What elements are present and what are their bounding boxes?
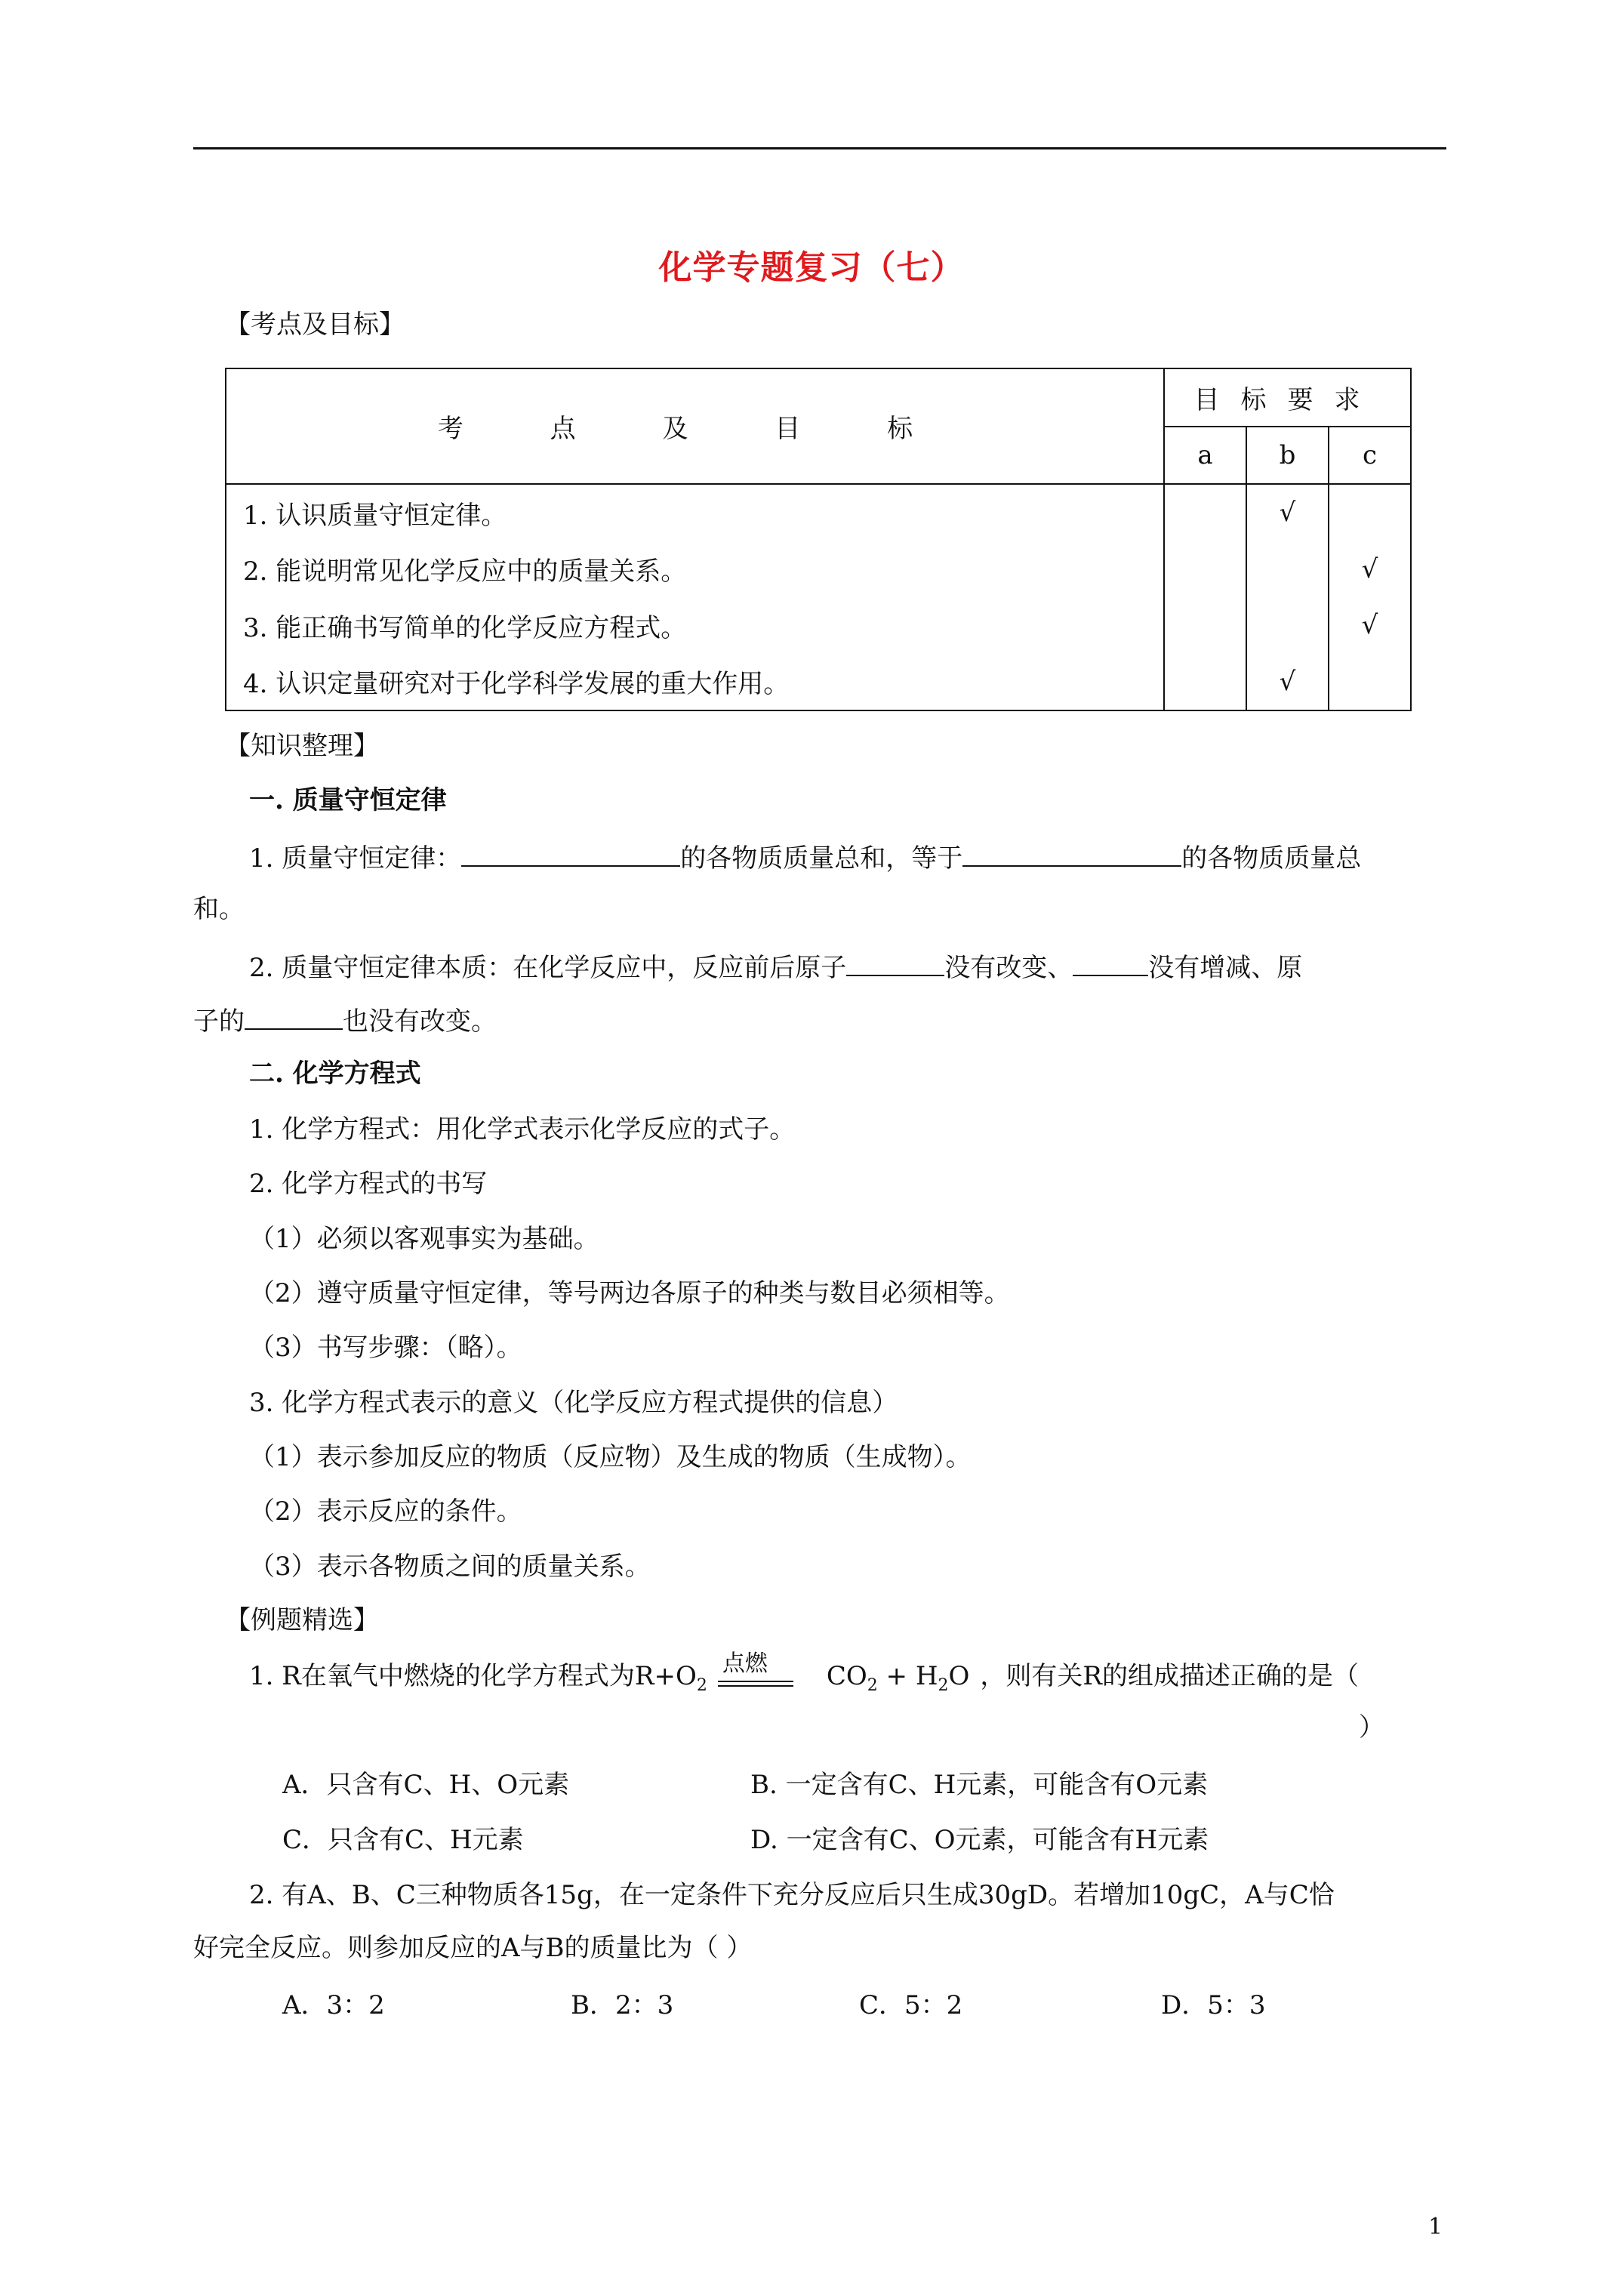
product-text: O	[948, 1661, 970, 1691]
reactant-text: R+O	[634, 1661, 697, 1691]
product-text: CO	[826, 1661, 867, 1691]
item2-text-b: 没有改变、	[944, 953, 1073, 983]
item1-text-b: 的各物质质量总和，等于	[680, 843, 963, 874]
item2-text-e: 也没有改变。	[343, 1006, 497, 1037]
goal-mark-b: √	[1246, 653, 1329, 710]
goal-mark-b: √	[1246, 484, 1329, 541]
q1-stem	[249, 1650, 1359, 1704]
goal-mark-c	[1329, 484, 1411, 541]
part1-item2-line2	[193, 1001, 497, 1040]
level-b-header: b	[1246, 427, 1329, 485]
part2-line: （2）遵守质量守恒定律，等号两边各原子的种类与数目必须相等。	[249, 1278, 1010, 1308]
goal-mark-a	[1164, 653, 1246, 710]
goal-mark-c	[1329, 653, 1411, 710]
q2-stem-line2: 好完全反应。则参加反应的A与B的质量比为（ ）	[193, 1933, 753, 1963]
part2-line: （1）必须以客观事实为基础。	[249, 1224, 599, 1254]
level-a-header: a	[1164, 427, 1246, 485]
part2-line: 2. 化学方程式的书写	[249, 1169, 488, 1199]
goal-text: 1. 认识质量守恒定律。	[226, 484, 1164, 541]
fill-in-blank[interactable]	[962, 838, 1181, 867]
part1-heading: 一. 质量守恒定律	[249, 785, 447, 815]
level-c-header: c	[1329, 427, 1411, 485]
reactant-subscript: 2	[696, 1675, 707, 1695]
goal-mark-a	[1164, 484, 1246, 541]
q1-stem-a: 1. R在氧气中燃烧的化学方程式为	[249, 1661, 635, 1691]
section-goals-heading: 【考点及目标】	[225, 310, 405, 340]
goal-text: 4. 认识定量研究对于化学科学发展的重大作用。	[226, 653, 1164, 710]
goal-mark-a	[1164, 541, 1246, 597]
goal-text: 3. 能正确书写简单的化学反应方程式。	[226, 597, 1164, 653]
goals-row	[226, 653, 1411, 710]
goals-row	[226, 597, 1411, 653]
fill-in-blank[interactable]	[461, 838, 680, 867]
fill-in-blank[interactable]	[245, 1001, 343, 1030]
q2-option-c[interactable]: C．5：2	[859, 1990, 963, 2020]
arrow-line	[718, 1685, 793, 1687]
part1-item2-line1	[249, 948, 1302, 986]
q1-option-b[interactable]: B. 一定含有C、H元素，可能含有O元素	[750, 1770, 1209, 1800]
q2-stem-line1: 2. 有A、B、C三种物质各15g，在一定条件下充分反应后只生成30gD。若增加10gC，A与C恰	[249, 1880, 1335, 1910]
product-text: + H	[877, 1661, 938, 1691]
section-knowledge-heading: 【知识整理】	[225, 731, 379, 761]
goals-row	[226, 484, 1411, 541]
q1-option-a[interactable]: A．只含有C、H、O元素	[282, 1770, 570, 1800]
q1-option-c[interactable]: C．只含有C、H元素	[282, 1825, 524, 1855]
part2-line: （2）表示反应的条件。	[249, 1496, 522, 1527]
product-subscript: 2	[867, 1675, 878, 1695]
header-rule	[193, 147, 1446, 149]
part2-line: 1. 化学方程式：用化学式表示化学反应的式子。	[249, 1114, 796, 1145]
part1-item1-line2: 和。	[193, 894, 245, 924]
item2-text-a: 2. 质量守恒定律本质：在化学反应中，反应前后原子	[249, 953, 847, 983]
reaction-arrow	[718, 1650, 808, 1694]
fill-in-blank[interactable]	[1073, 948, 1148, 976]
goal-mark-b	[1246, 597, 1329, 653]
q1-option-d[interactable]: D. 一定含有C、O元素，可能含有H元素	[750, 1825, 1209, 1855]
item2-text-d: 子的	[193, 1006, 245, 1037]
equation-products	[826, 1661, 970, 1695]
item1-text-a: 1. 质量守恒定律：	[249, 843, 462, 874]
q2-option-d[interactable]: D．5：3	[1161, 1990, 1266, 2020]
page-title: 化学专题复习（七）	[658, 248, 965, 287]
goal-mark-b	[1246, 541, 1329, 597]
reaction-condition: 点燃	[722, 1650, 768, 1677]
part2-line: 3. 化学方程式表示的意义（化学反应方程式提供的信息）	[249, 1388, 898, 1418]
part2-line: （1）表示参加反应的物质（反应物）及生成的物质（生成物）。	[249, 1442, 972, 1472]
q1-answer-close: ）	[1359, 1712, 1384, 1743]
goal-mark-c: √	[1329, 541, 1411, 597]
item1-text-c: 的各物质质量总	[1181, 843, 1362, 874]
goals-table	[225, 368, 1412, 711]
goal-mark-a	[1164, 597, 1246, 653]
goal-text: 2. 能说明常见化学反应中的质量关系。	[226, 541, 1164, 597]
part2-line: （3）表示各物质之间的质量关系。	[249, 1552, 651, 1582]
goals-row	[226, 541, 1411, 597]
part2-heading: 二. 化学方程式	[249, 1059, 421, 1089]
equation-reactants	[634, 1661, 707, 1695]
arrow-line	[718, 1681, 793, 1682]
goal-mark-c: √	[1329, 597, 1411, 653]
item2-text-c: 没有增减、原	[1148, 953, 1303, 983]
product-subscript: 2	[938, 1675, 949, 1695]
part2-line: （3）书写步骤：（略）。	[249, 1333, 522, 1363]
q2-option-b[interactable]: B．2：3	[571, 1990, 674, 2020]
page-number: 1	[1428, 2214, 1443, 2240]
q2-option-a[interactable]: A．3：2	[282, 1990, 385, 2020]
goals-header-main: 考 点 及 目 标	[226, 368, 1164, 484]
goals-header-group: 目标要求	[1164, 368, 1411, 427]
part1-item1-line1	[249, 838, 1361, 877]
fill-in-blank[interactable]	[846, 948, 944, 976]
section-examples-heading: 【例题精选】	[225, 1605, 379, 1635]
q1-stem-b: ，则有关R的组成描述正确的是（	[980, 1661, 1359, 1691]
